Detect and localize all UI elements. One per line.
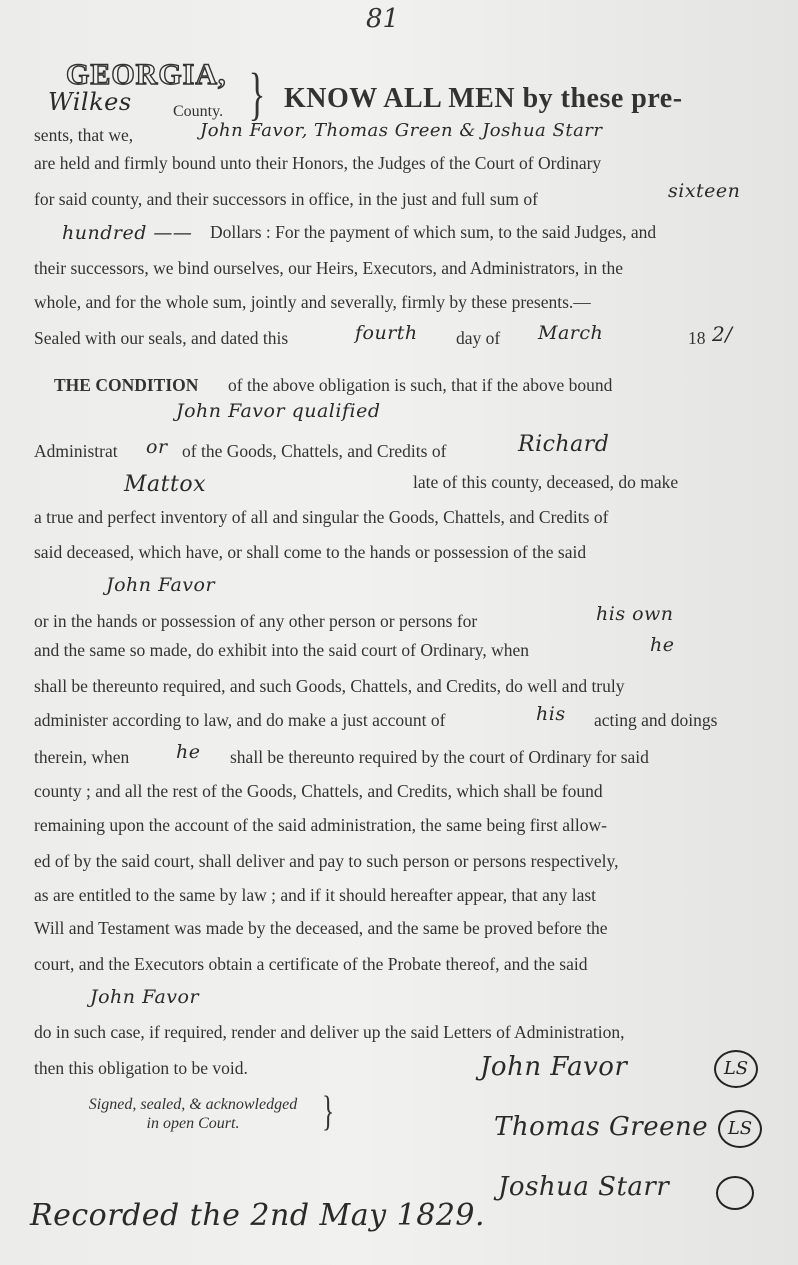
sum-handwritten: sixteen [668, 180, 741, 202]
text-line: or in the hands or possession of any other person or persons for [34, 611, 478, 631]
signed-line: Signed, sealed, & acknowledged [88, 1096, 298, 1113]
bondsmen-names-handwritten: John Favor, Thomas Green & Joshua Starr [200, 120, 603, 141]
text-line: their successors, we bind ourselves, our Heirs, Executors, and Administrators, in the [34, 258, 624, 278]
his-handwritten: his [536, 703, 566, 725]
text-line: of the above obligation is such, that if the above bound [228, 375, 613, 395]
county-label: County. [173, 103, 224, 120]
administrator-suffix-handwritten: or [146, 436, 168, 458]
text-line: shall be thereunto required, and such Goods, Chattels, and Credits, do well and truly [34, 676, 625, 696]
he-handwritten: he [650, 634, 675, 656]
text-line: sents, that we, [34, 125, 134, 145]
text-line: do in such case, if required, render and deliver up the said Letters of Administration, [34, 1022, 625, 1042]
state-heading: GEORGIA, [66, 58, 227, 91]
text-line: then this obligation to be void. [34, 1058, 248, 1078]
text-line: of the Goods, Chattels, and Credits of [182, 441, 447, 461]
text-line: Sealed with our seals, and dated this [34, 328, 289, 348]
his-own-handwritten: his own [596, 603, 674, 625]
text-line: as are entitled to the same by law ; and if it should hereafter appear, that any last [34, 885, 597, 905]
seal-icon: LS [714, 1050, 758, 1088]
sum-handwritten-cont: hundred —— [62, 222, 193, 244]
bound-name-handwritten: John Favor qualified [176, 400, 381, 422]
text-line: said deceased, which have, or shall come to the hands or possession of the said [34, 542, 587, 562]
day-handwritten: fourth [355, 322, 418, 344]
condition-label: THE CONDITION [54, 375, 199, 395]
brace-icon: } [248, 61, 266, 126]
year-prefix: 18 [688, 328, 706, 348]
said-name-handwritten: John Favor [106, 574, 216, 596]
deceased-last-name-handwritten: Mattox [124, 472, 206, 497]
seal-icon: LS [718, 1110, 762, 1148]
text-line: remaining upon the account of the said administration, the same being first allow- [34, 815, 607, 835]
text-line: court, and the Executors obtain a certificate of the Probate thereof, and the said [34, 954, 588, 974]
text-line: and the same so made, do exhibit into the said court of Ordinary, when [34, 640, 530, 660]
signed-in-court-note [64, 1095, 322, 1133]
text-line: a true and perfect inventory of all and singular the Goods, Chattels, and Credits of [34, 507, 609, 527]
deceased-first-name-handwritten: Richard [518, 432, 610, 457]
text-line: day of [456, 328, 501, 348]
seal-icon [716, 1176, 754, 1210]
brace-icon: } [322, 1089, 335, 1135]
he-handwritten: he [176, 741, 201, 763]
text-line: shall be thereunto required by the court of Ordinary for said [230, 747, 649, 767]
text-line: acting and doings [594, 710, 718, 730]
month-handwritten: March [538, 322, 604, 344]
signature-joshua-starr: Joshua Starr [498, 1172, 670, 1202]
text-line: are held and firmly bound unto their Honors, the Judges of the Court of Ordinary [34, 153, 602, 173]
year-digits-handwritten: 2/ [712, 322, 733, 346]
signature-thomas-greene: Thomas Greene [494, 1112, 709, 1142]
text-line: for said county, and their successors in office, in the just and full sum of [34, 189, 538, 209]
signed-line: in open Court. [146, 1115, 240, 1132]
page-number: 81 [366, 4, 400, 34]
text-line: Dollars : For the payment of which sum, to the said Judges, and [210, 222, 657, 242]
text-line: Will and Testament was made by the deceased, and the same be proved before the [34, 918, 608, 938]
signature-john-favor: John Favor [480, 1052, 628, 1082]
county-name-handwritten: Wilkes [48, 88, 132, 116]
bond-heading: KNOW ALL MEN by these pre- [284, 83, 683, 114]
text-line: therein, when [34, 747, 130, 767]
text-line: whole, and for the whole sum, jointly and severally, firmly by these presents.— [34, 292, 591, 312]
text-line: Administrat [34, 441, 118, 461]
said-name-handwritten: John Favor [90, 986, 200, 1008]
text-line: late of this county, deceased, do make [413, 472, 679, 492]
text-line: administer according to law, and do make a just account of [34, 710, 446, 730]
recorded-note-handwritten: Recorded the 2nd May 1829. [30, 1198, 486, 1233]
text-line: county ; and all the rest of the Goods, Chattels, and Credits, which shall be found [34, 781, 603, 801]
text-line: ed of by the said court, shall deliver and pay to such person or persons respectively, [34, 851, 619, 871]
